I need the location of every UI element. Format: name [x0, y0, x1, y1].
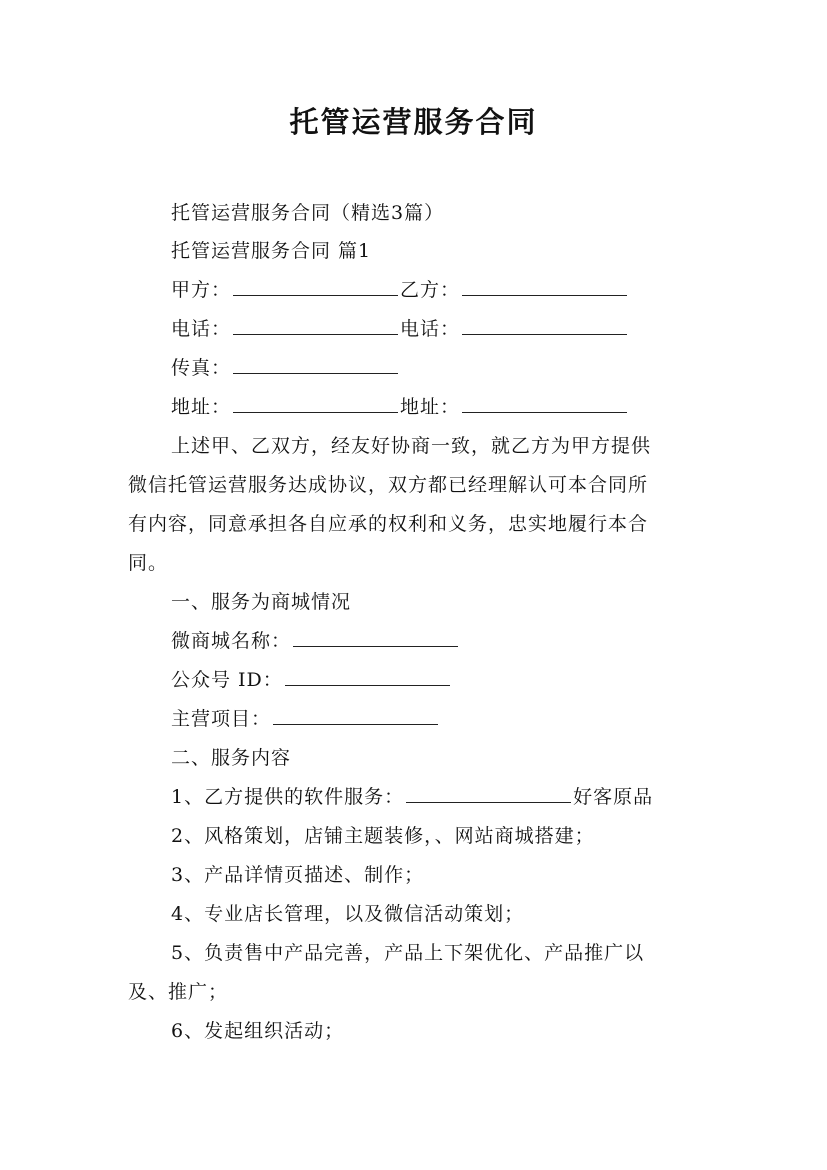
phone-b-blank [462, 310, 627, 335]
item-1-row [128, 778, 751, 816]
party-row [128, 271, 751, 309]
mall-name-blank [293, 622, 458, 647]
party-a-label: 甲方： [171, 279, 232, 301]
item-1-suffix: 好客原品 [573, 786, 654, 808]
item-4: 4、专业店长管理，以及微信活动策划； [171, 903, 525, 925]
item-5-line-2: 及、推广； [128, 981, 229, 1003]
address-a-label: 地址： [171, 396, 232, 418]
mall-name-row [128, 622, 751, 660]
main-project-row [128, 700, 751, 738]
item-6: 6、发起组织活动； [171, 1020, 345, 1042]
fax-label: 传真： [171, 357, 232, 379]
address-row [128, 388, 751, 426]
item-1-prefix: 1、乙方提供的软件服务： [171, 786, 405, 808]
address-a-blank [233, 388, 398, 413]
phone-a-blank [233, 310, 398, 335]
preamble-line-2: 微信托管运营服务达成协议，双方都已经理解认可本合同所 [128, 474, 649, 496]
public-id-blank [285, 661, 450, 686]
party-a-blank [233, 271, 398, 296]
address-b-blank [462, 388, 627, 413]
phone-row [128, 310, 751, 348]
public-id-row [128, 661, 751, 699]
item-2: 2、风格策划，店铺主题装修，、网站商城搭建； [171, 825, 595, 847]
main-project-blank [273, 700, 438, 725]
main-project-label: 主营项目： [171, 708, 272, 730]
address-b-label: 地址： [400, 396, 461, 418]
item-3: 3、产品详情页描述、制作； [171, 864, 425, 886]
subtitle: 托管运营服务合同（精选3篇） [171, 202, 445, 224]
phone-a-label: 电话： [171, 318, 232, 340]
party-b-blank [462, 271, 627, 296]
fax-row [128, 349, 751, 387]
preamble-line-3: 有内容，同意承担各自应承的权利和义务，忠实地履行本合 [128, 513, 649, 535]
public-id-label: 公众号 ID： [171, 669, 283, 691]
preamble-line-1: 上述甲、乙双方，经友好协商一致，就乙方为甲方提供 [171, 435, 652, 457]
mall-name-label: 微商城名称： [171, 630, 292, 652]
party-b-label: 乙方： [400, 279, 461, 301]
preamble-line-4: 同。 [128, 552, 169, 574]
item-5-line-1: 5、负责售中产品完善，产品上下架优化、产品推广以 [171, 942, 645, 964]
phone-b-label: 电话： [400, 318, 461, 340]
section2-title: 二、服务内容 [171, 747, 292, 769]
fax-blank [233, 349, 398, 374]
item-1-blank [406, 778, 571, 803]
document-title: 托管运营服务合同 [289, 105, 538, 139]
section-heading: 托管运营服务合同 篇1 [171, 240, 372, 262]
section1-title: 一、服务为商城情况 [171, 591, 352, 613]
